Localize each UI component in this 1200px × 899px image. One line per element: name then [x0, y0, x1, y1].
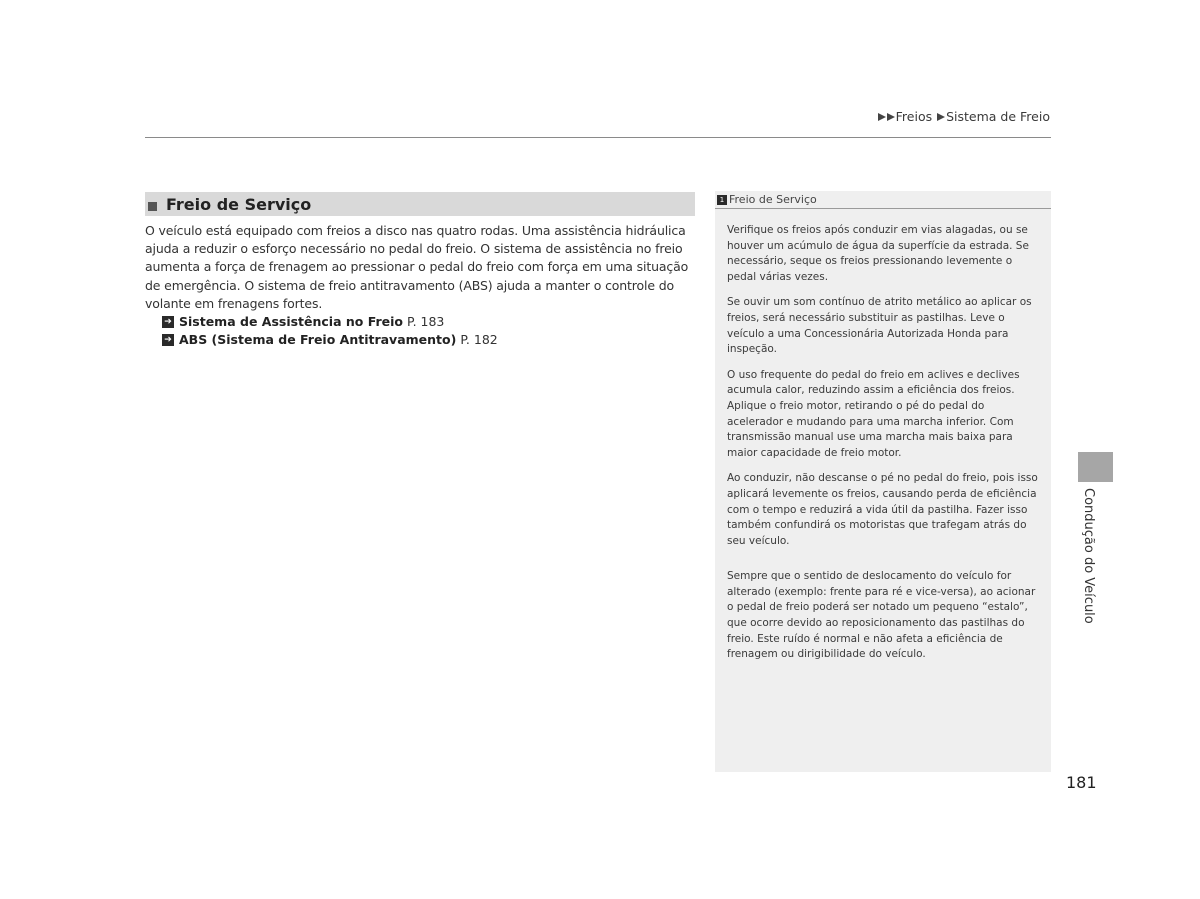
section-header — [145, 192, 695, 216]
sidebar-paragraph: Se ouvir um som contínuo de atrito metálico ao aplicar os freios, será necessário substituir as pastilhas. Leve o veículo a uma Concessionária Autorizada Honda para inspeção. — [727, 296, 1032, 356]
section-title: Freio de Serviço — [166, 194, 312, 214]
triangle-icon — [878, 113, 886, 121]
breadcrumb — [878, 109, 1050, 124]
sidebar-title: Freio de Serviço — [729, 193, 817, 206]
section-body: O veículo está equipado com freios a disco nas quatro rodas. Uma assistência hidráulica ajuda a reduzir o esforço necessário no pedal do freio. O sistema de assistência no freio aumenta a força de frenagem ao pressionar o pedal do freio com força em uma situação de emergência. O sistema de freio antitravamento (ABS) ajuda a manter o controle do volante em frenagens fortes. — [145, 223, 689, 311]
square-bullet-icon — [148, 202, 157, 211]
cross-references — [162, 313, 498, 349]
sidebar-note — [715, 191, 1051, 772]
sidebar-paragraph: O uso frequente do pedal do freio em aclives e declives acumula calor, reduzindo assim a eficiência dos freios. Aplique o freio motor, retirando o pé do pedal do acelerador e mudando para uma marcha inferior. Com transmissão manual use uma marcha mais baixa para maior capacidade de freio motor. — [727, 368, 1020, 459]
arrow-right-icon: ➔ — [162, 334, 174, 346]
breadcrumb-item-sistema-de-freio[interactable]: Sistema de Freio — [946, 109, 1050, 124]
reference-link-abs[interactable] — [162, 331, 498, 349]
sidebar-body — [715, 209, 1051, 663]
triangle-icon — [937, 113, 945, 121]
breadcrumb-item-freios[interactable]: Freios — [895, 109, 933, 124]
sidebar-header — [715, 191, 1051, 209]
reference-page: P. 182 — [460, 332, 498, 348]
reference-label: Sistema de Assistência no Freio — [179, 314, 403, 329]
sidebar-paragraph: Sempre que o sentido de deslocamento do veículo for alterado (exemplo: frente para ré e vice-versa), ao acionar o pedal de freio poderá ser notado um pequeno “estalo”, que ocorre devido ao reposicionamento das pastilhas do freio. Este ruído é normal e não afeta a eficiência de frenagem ou dirigibilidade do veículo. — [727, 570, 1036, 661]
reference-page: P. 183 — [406, 314, 445, 329]
page-number: 181 — [1066, 773, 1097, 792]
sidebar-paragraph: Ao conduzir, não descanse o pé no pedal do freio, pois isso aplicará levemente os freios, causando perda de eficiência com o tempo e reduzirá a vida útil da pastilha. Fazer isso também confundirá os motoristas que trafegam atrás do seu veículo. — [727, 472, 1038, 547]
reference-link-brake-assist[interactable] — [162, 313, 498, 331]
triangle-icon — [887, 113, 895, 121]
arrow-right-icon: ➔ — [162, 316, 174, 328]
header-rule — [145, 137, 1051, 138]
reference-label: ABS (Sistema de Freio Antitravamento) — [179, 332, 457, 348]
sidebar-paragraph: Verifique os freios após conduzir em vias alagadas, ou se houver um acúmulo de água da superfície da estrada. Se necessário, seque os freios pressionando levemente o pedal várias vezes. — [727, 224, 1029, 283]
chapter-tab-label: Condução do Veículo — [1081, 488, 1096, 624]
note-marker-icon: 1 — [717, 195, 727, 205]
chapter-tab-marker — [1078, 452, 1113, 482]
